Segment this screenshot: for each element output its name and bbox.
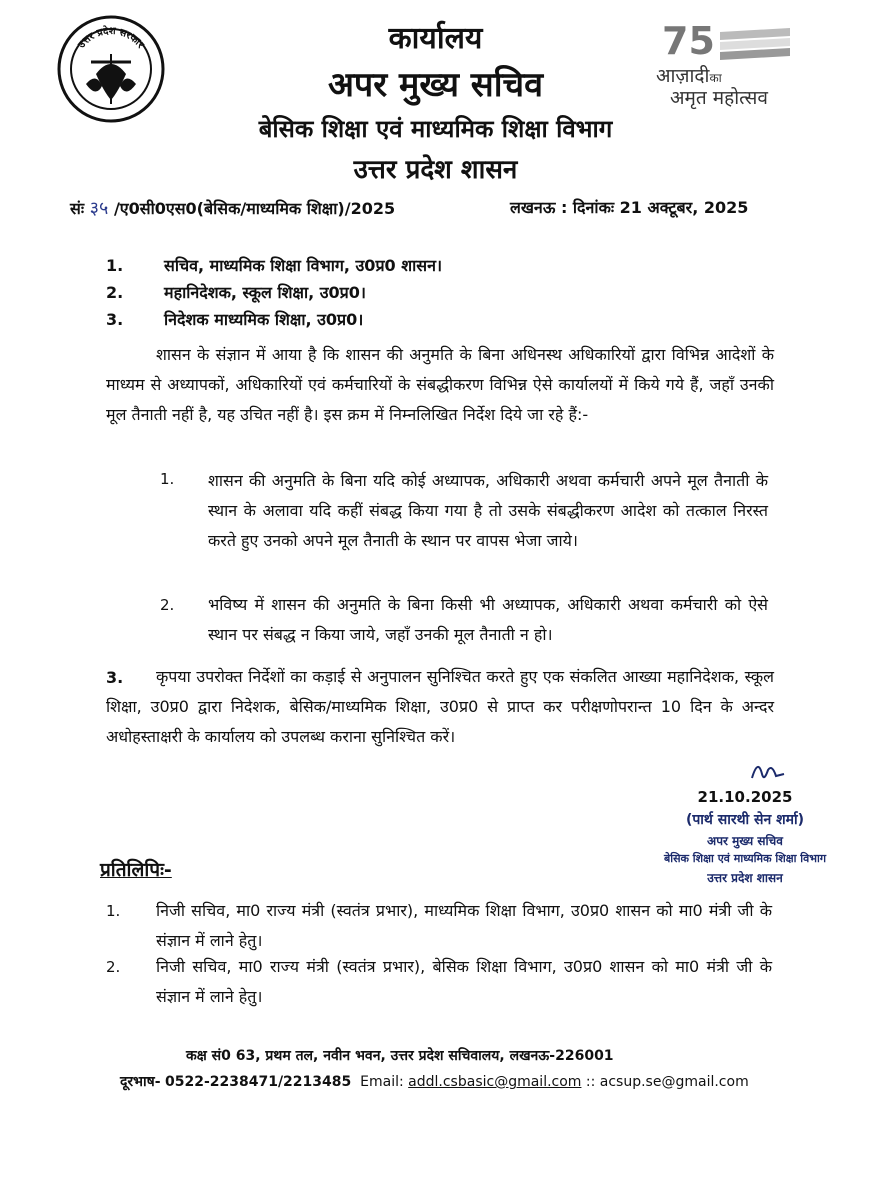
copy-item-text: निजी सचिव, मा0 राज्य मंत्री (स्वतंत्र प्रभार), माध्यमिक शिक्षा विभाग, उ0प्र0 शासन को मा0 मंत्री जी के संज्ञान में लाने हेतु। bbox=[156, 901, 772, 950]
signature-mark bbox=[748, 756, 788, 786]
contact-line: दूरभाष- 0522-2238471/2213485 Email: addl.csbasic@gmail.com :: acsup.se@gmail.com bbox=[120, 1074, 749, 1090]
azadi-ka: का bbox=[709, 71, 722, 85]
office-heading: कार्यालय bbox=[388, 21, 483, 56]
directive-number: 2. bbox=[160, 596, 175, 614]
signatory-name: (पार्थ सारथी सेन शर्मा) bbox=[685, 812, 805, 828]
directive-number: 1. bbox=[160, 470, 175, 488]
copy-item-number: 1. bbox=[106, 902, 121, 920]
emblem-text: उत्तर प्रदेश सरकार bbox=[76, 25, 146, 51]
signatory-government: उत्तर प्रदेश शासन bbox=[707, 871, 783, 885]
signatory-department: बेसिक शिक्षा एवं माध्यमिक शिक्षा विभाग bbox=[663, 852, 827, 865]
department-heading: बेसिक शिक्षा एवं माध्यमिक शिक्षा विभाग bbox=[258, 115, 613, 143]
azadi-number: 75 bbox=[662, 19, 715, 63]
point3-number: 3. bbox=[106, 668, 124, 687]
handwritten-number: ३५ bbox=[89, 198, 109, 219]
title-heading: अपर मुख्य सचिव bbox=[327, 65, 544, 105]
email-link-secondary[interactable]: acsup.se@gmail.com bbox=[599, 1074, 749, 1090]
reference-number: संः ३५ /ए0सी0एस0(बेसिक/माध्यमिक शिक्षा)/2025 bbox=[70, 198, 396, 219]
addressee-item: 1. सचिव, माध्यमिक शिक्षा विभाग, उ0प्र0 शासन। bbox=[106, 256, 443, 275]
phone-number: 0522-2238471/2213485 bbox=[164, 1074, 352, 1090]
directive-text: शासन की अनुमति के बिना यदि कोई अध्यापक, अधिकारी अथवा कर्मचारी अपने मूल तैनाती के स्थान के अलावा यदि कहीं संबद्ध किया गया है तो उसके संबद्धीकरण आदेश को तत्काल निरस्त करते हुए उनको अपने मूल तैनाती के स्थान पर वापस भेजा जाये। bbox=[208, 471, 768, 550]
letter-date: लखनऊ : दिनांकः 21 अक्टूबर, 2025 bbox=[510, 198, 749, 217]
signature-date: 21.10.2025 bbox=[697, 788, 793, 806]
azadi-text-line1: आज़ादीका bbox=[656, 65, 722, 87]
azadi-text-line2: अमृत महोत्सव bbox=[670, 87, 768, 109]
copy-heading: प्रतिलिपिः- bbox=[100, 859, 172, 881]
signatory-designation: अपर मुख्य सचिव bbox=[707, 834, 783, 848]
intro-paragraph: शासन के संज्ञान में आया है कि शासन की अनुमति के बिना अधिनस्थ अधिकारियों द्वारा विभिन्न आदेशों के माध्यम से अध्यापकों, अधिकारियों एवं कर्मचारियों के संबद्धीकरण विभिन्न ऐसे कार्यालयों में किये गये हैं, जहाँ उनकी मूल तैनाती नहीं है, यह उचित नहीं है। इस क्रम में निम्नलिखित निर्देश दिये जा रहे हैं:- bbox=[106, 345, 774, 424]
addressee-item: 3. निदेशक माध्यमिक शिक्षा, उ0प्र0। bbox=[106, 310, 364, 329]
copy-item-number: 2. bbox=[106, 958, 121, 976]
point3-paragraph: कृपया उपरोक्त निर्देशों का कड़ाई से अनुपालन सुनिश्चित करते हुए एक संकलित आख्या महानिदेशक, स्कूल शिक्षा, उ0प्र0 द्वारा निदेशक, बेसिक/माध्यमिक शिक्षा, उ0प्र0 से प्राप्त कर परीक्षणोपरान्त 10 दिन के अन्दर अधोहस्ताक्षरी के कार्यालय को उपलब्ध कराना सुनिश्चित करें। bbox=[106, 667, 774, 746]
email-link-basic[interactable]: addl.csbasic@gmail.com bbox=[408, 1074, 582, 1090]
office-address: कक्ष सं0 63, प्रथम तल, नवीन भवन, उत्तर प्रदेश सचिवालय, लखनऊ-226001 bbox=[186, 1048, 614, 1064]
government-heading: उत्तर प्रदेश शासन bbox=[353, 155, 518, 185]
addressee-item: 2. महानिदेशक, स्कूल शिक्षा, उ0प्र0। bbox=[106, 283, 366, 302]
directive-text: भविष्य में शासन की अनुमति के बिना किसी भी अध्यापक, अधिकारी अथवा कर्मचारी को ऐसे स्थान पर संबद्ध न किया जाये, जहाँ उनकी मूल तैनाती न हो। bbox=[208, 595, 768, 644]
copy-item-text: निजी सचिव, मा0 राज्य मंत्री (स्वतंत्र प्रभार), बेसिक शिक्षा विभाग, उ0प्र0 शासन को मा0 मंत्री जी के संज्ञान में लाने हेतु। bbox=[156, 957, 772, 1006]
